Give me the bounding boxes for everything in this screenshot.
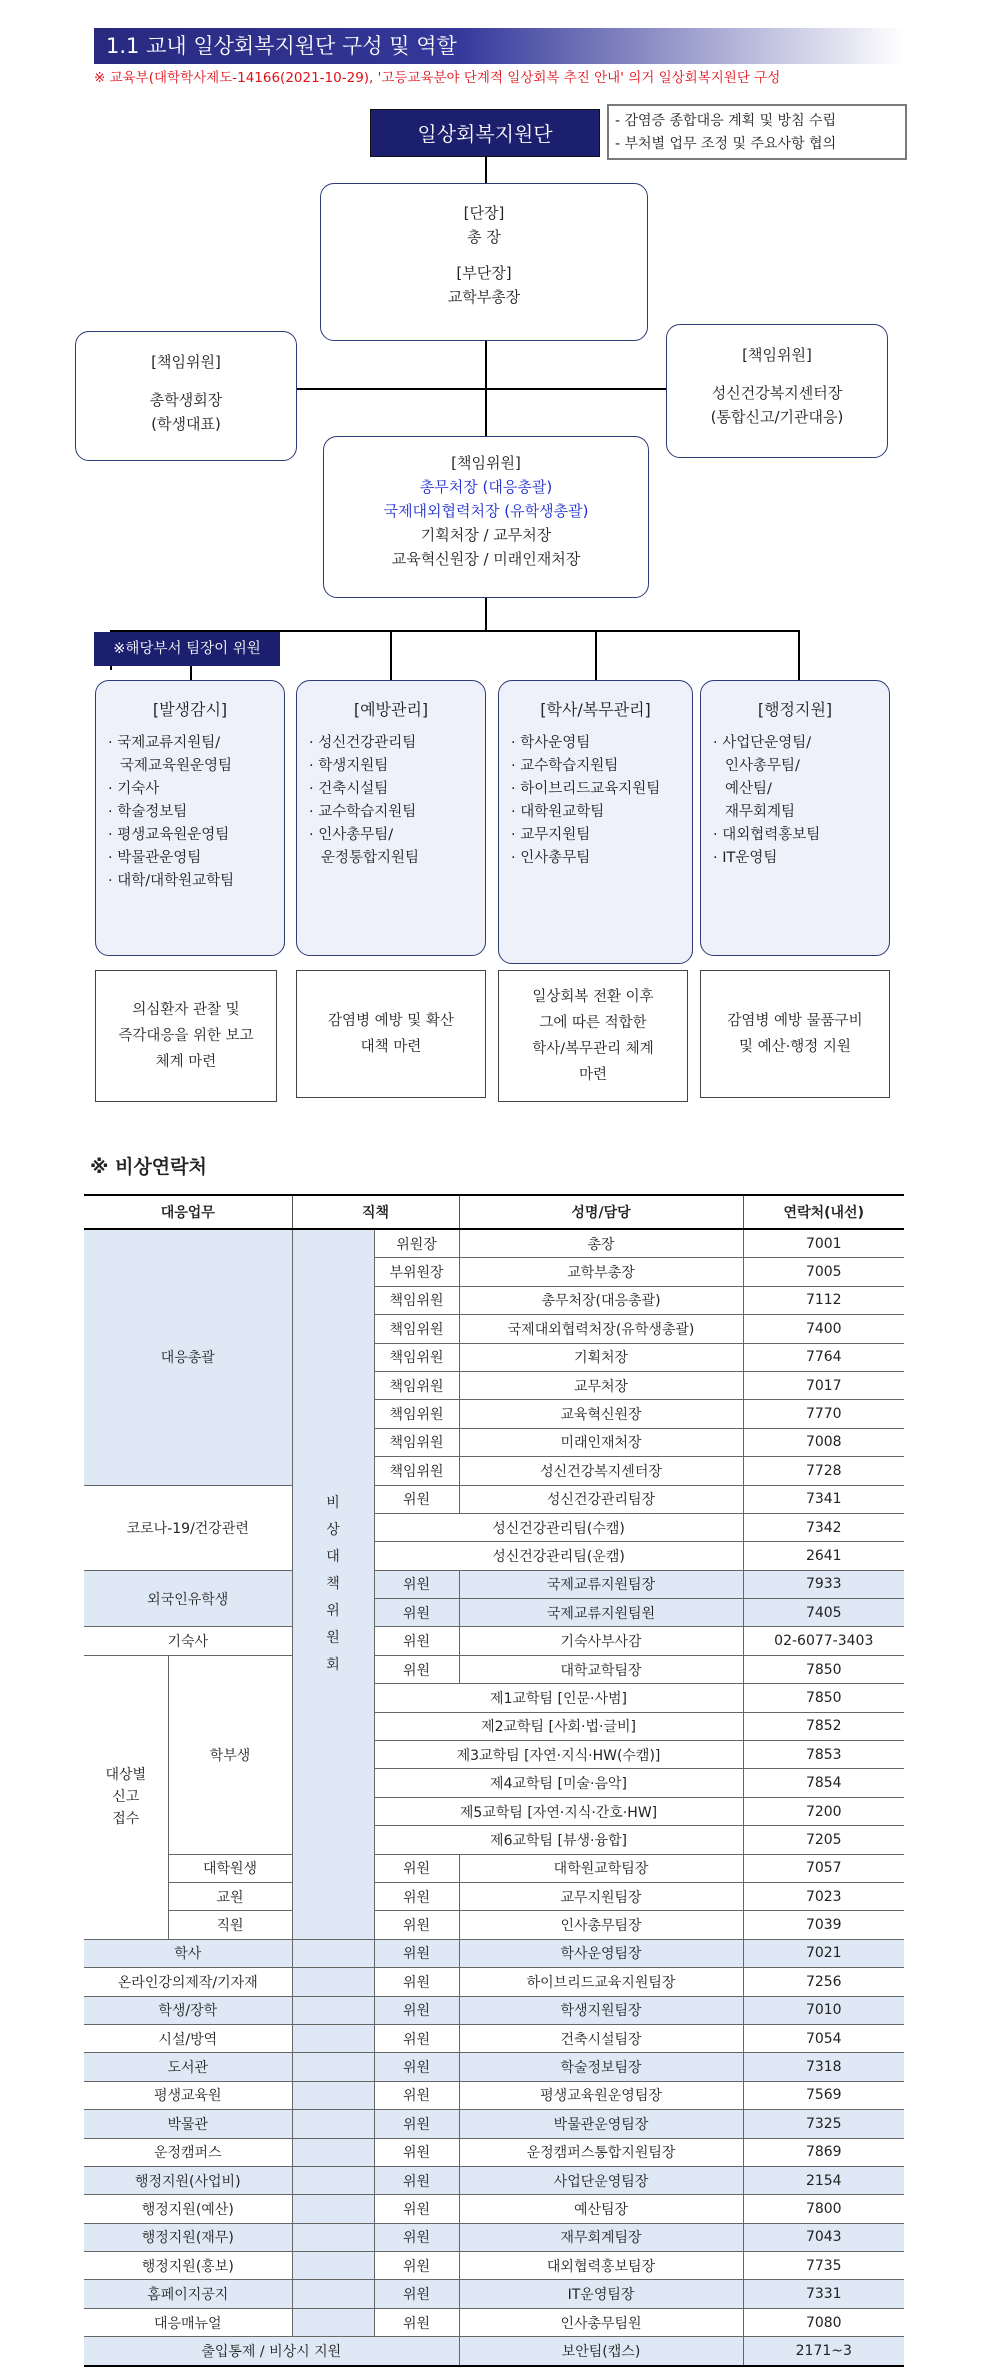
tel-cell: 7735 xyxy=(743,2252,904,2280)
role-cell: 위원 xyxy=(374,2252,459,2280)
name-cell: 대학원교학팀장 xyxy=(459,1854,743,1882)
subgroup-cell: 교원 xyxy=(168,1882,292,1910)
tel-cell: 2171~3 xyxy=(743,2337,904,2366)
name-cell: 인사총무팀장 xyxy=(459,1911,743,1939)
committee-cell xyxy=(292,1996,374,2024)
tel-cell: 7112 xyxy=(743,1286,904,1314)
dept-item: · IT운영팀 xyxy=(713,847,889,870)
name-cell: 예산팀장 xyxy=(459,2195,743,2223)
dept-box-academic xyxy=(498,680,693,964)
action-text: 의심환자 관찰 및 xyxy=(132,1002,240,1018)
name-cell: 제5교학팀 [자연·지식·간호·HW] xyxy=(374,1797,743,1825)
dept-item: 예산팀/ xyxy=(725,781,772,797)
role-cell: 책임위원 xyxy=(374,1343,459,1371)
group-cell: 대응총괄 xyxy=(84,1229,292,1485)
committee-cell xyxy=(292,2138,374,2166)
role-cell: 위원 xyxy=(374,1570,459,1598)
table-row xyxy=(84,1627,904,1655)
action-text: 대책 마련 xyxy=(360,1039,422,1055)
table-row xyxy=(84,2166,904,2194)
name-cell: 대외협력홍보팀장 xyxy=(459,2252,743,2280)
dept-item: · 사업단운영팀/ xyxy=(713,732,889,755)
tel-cell: 7021 xyxy=(743,1939,904,1967)
group-cell: 기숙사 xyxy=(84,1627,292,1655)
dept-item: · 학술정보팀 xyxy=(108,801,284,824)
name-cell: 국제교류지원팀장 xyxy=(459,1570,743,1598)
name-cell: 기획처장 xyxy=(459,1343,743,1371)
role-cell: 책임위원 xyxy=(374,1371,459,1399)
committee-cell xyxy=(292,2308,374,2336)
tel-cell: 7057 xyxy=(743,1854,904,1882)
role-cell: 부위원장 xyxy=(374,1258,459,1286)
col-header: 대응업무 xyxy=(84,1195,292,1229)
group-cell: 시설/방역 xyxy=(84,2024,292,2052)
tel-cell: 7853 xyxy=(743,1741,904,1769)
health-center-box xyxy=(666,324,888,458)
connector-line xyxy=(595,630,597,680)
tel-cell: 7331 xyxy=(743,2280,904,2308)
name-cell: 학생지원팀장 xyxy=(459,1996,743,2024)
dept-box-prevention xyxy=(296,680,486,956)
dept-item: · 국제교류지원팀/ xyxy=(108,732,284,755)
tel-cell: 7256 xyxy=(743,1968,904,1996)
dept-item: · 교수학습지원팀 xyxy=(511,755,692,778)
table-row xyxy=(84,1939,904,1967)
table-row xyxy=(84,2280,904,2308)
name-cell: 건축시설팀장 xyxy=(459,2024,743,2052)
role-cell: 위원 xyxy=(374,2138,459,2166)
table-header-row xyxy=(84,1195,904,1229)
role-cell: 책임위원 xyxy=(374,1428,459,1456)
name-cell: 제3교학팀 [자연·지식·HW(수캠)] xyxy=(374,1741,743,1769)
tel-cell: 7569 xyxy=(743,2081,904,2109)
name-cell: 성신건강관리팀(운캠) xyxy=(374,1542,743,1570)
dept-item: · 건축시설팀 xyxy=(309,778,485,801)
subgroup-cell: 직원 xyxy=(168,1911,292,1939)
committee-char: 대 xyxy=(326,1548,340,1565)
group-cell: 행정지원(사업비) xyxy=(84,2166,292,2194)
section-title: 1.1 교내 일상회복지원단 구성 및 역할 xyxy=(94,28,904,64)
group-line: 접수 xyxy=(112,1811,140,1828)
name-cell: 평생교육원운영팀장 xyxy=(459,2081,743,2109)
tel-cell: 7764 xyxy=(743,1343,904,1371)
name-cell: 성신건강관리팀(수캠) xyxy=(374,1513,743,1541)
member-desc: (학생대표) xyxy=(151,415,221,433)
role-cell: 위원 xyxy=(374,1599,459,1627)
dept-title: [예방관리] xyxy=(353,700,429,719)
tel-cell: 7001 xyxy=(743,1229,904,1258)
dept-item: · 교수학습지원팀 xyxy=(309,801,485,824)
student-rep-box xyxy=(75,331,297,461)
role-cell: 위원 xyxy=(374,1996,459,2024)
dept-item: · 기숙사 xyxy=(108,778,284,801)
connector-line xyxy=(798,630,800,680)
subgroup-cell: 학부생 xyxy=(168,1655,292,1854)
tel-cell: 7400 xyxy=(743,1315,904,1343)
dept-item: · 대외협력홍보팀 xyxy=(713,824,889,847)
member-name: 기획처장 / 교무처장 xyxy=(420,526,552,544)
member-name: 총학생회장 xyxy=(149,391,223,409)
tel-cell: 7869 xyxy=(743,2138,904,2166)
col-header: 연락처(내선) xyxy=(743,1195,904,1229)
committee-char: 상 xyxy=(326,1521,340,1538)
role-cell: 책임위원 xyxy=(374,1315,459,1343)
role-label: [단장] xyxy=(463,204,505,222)
role-cell: 위원 xyxy=(374,1939,459,1967)
action-box-admin xyxy=(700,970,890,1098)
leader-box xyxy=(320,183,648,341)
name-cell: 국제대외협력처장(유학생총괄) xyxy=(459,1315,743,1343)
role-cell: 위원 xyxy=(374,2053,459,2081)
role-cell: 위원 xyxy=(374,2024,459,2052)
table-row xyxy=(84,2337,904,2366)
table-row xyxy=(84,2053,904,2081)
committee-char: 회 xyxy=(326,1656,340,1673)
dept-item: · 대학/대학원교학팀 xyxy=(108,870,284,893)
table-row xyxy=(84,2110,904,2138)
tel-cell: 02-6077-3403 xyxy=(743,1627,904,1655)
role-cell: 책임위원 xyxy=(374,1400,459,1428)
action-text: 감염병 예방 및 확산 xyxy=(328,1013,454,1029)
committee-char: 위 xyxy=(326,1602,340,1619)
name-cell: 운정캠퍼스통합지원팀장 xyxy=(459,2138,743,2166)
connector-line xyxy=(390,630,392,680)
action-text: 및 예산·행정 지원 xyxy=(739,1039,851,1055)
table-row xyxy=(84,1882,904,1910)
tel-cell: 7023 xyxy=(743,1882,904,1910)
group-cell: 박물관 xyxy=(84,2110,292,2138)
subgroup-cell: 대학원생 xyxy=(168,1854,292,1882)
table-row xyxy=(84,2081,904,2109)
role-cell: 위원 xyxy=(374,1854,459,1882)
table-row xyxy=(84,1570,904,1598)
tel-cell: 7325 xyxy=(743,2110,904,2138)
action-text: 즉각대응을 위한 보고 xyxy=(118,1028,254,1044)
table-row xyxy=(84,2138,904,2166)
action-text: 감염병 예방 물품구비 xyxy=(727,1013,863,1029)
name-cell: 교무지원팀장 xyxy=(459,1882,743,1910)
name-cell: 보안팀(캡스) xyxy=(459,2337,743,2366)
tel-cell: 7008 xyxy=(743,1428,904,1456)
role-label: [책임위원] xyxy=(451,454,521,472)
role-label: [부단장] xyxy=(456,264,512,282)
name-cell: 총무처장(대응총괄) xyxy=(459,1286,743,1314)
support-group-duties xyxy=(607,104,907,160)
member-name: 교육혁신원장 / 미래인재처장 xyxy=(391,550,581,568)
action-box-academic xyxy=(498,970,688,1102)
tel-cell: 7728 xyxy=(743,1457,904,1485)
tel-cell: 2641 xyxy=(743,1542,904,1570)
table-row xyxy=(84,2223,904,2251)
dept-item: 인사총무팀/ xyxy=(725,758,800,774)
role-cell: 위원 xyxy=(374,1882,459,1910)
committee-cell xyxy=(292,2081,374,2109)
connector-line xyxy=(485,157,487,185)
role-cell: 책임위원 xyxy=(374,1457,459,1485)
name-cell: 교육혁신원장 xyxy=(459,1400,743,1428)
role-cell: 위원 xyxy=(374,1627,459,1655)
role-cell: 위원 xyxy=(374,2195,459,2223)
role-cell: 위원 xyxy=(374,2308,459,2336)
leader-name: 총 장 xyxy=(467,228,501,246)
dept-item: · 성신건강관리팀 xyxy=(309,732,485,755)
name-cell: IT운영팀장 xyxy=(459,2280,743,2308)
group-cell: 온라인강의제작/기자재 xyxy=(84,1968,292,1996)
tel-cell: 7005 xyxy=(743,1258,904,1286)
tel-cell: 7850 xyxy=(743,1684,904,1712)
group-line: 신고 xyxy=(112,1789,140,1806)
name-cell: 교무처장 xyxy=(459,1371,743,1399)
table-row xyxy=(84,1485,904,1513)
dept-item: · 평생교육원운영팀 xyxy=(108,824,284,847)
dept-item: · 박물관운영팀 xyxy=(108,847,284,870)
group-cell xyxy=(84,1655,168,1939)
connector-line xyxy=(296,388,666,390)
table-row xyxy=(84,1968,904,1996)
member-name: 국제대외협력처장 (유학생총괄) xyxy=(383,502,589,520)
role-label: [책임위원] xyxy=(742,346,812,364)
col-header: 성명/담당 xyxy=(459,1195,743,1229)
table-row xyxy=(84,1229,904,1258)
support-group-title: 일상회복지원단 xyxy=(370,109,600,157)
table-row xyxy=(84,1911,904,1939)
tel-cell: 7933 xyxy=(743,1570,904,1598)
name-cell: 총장 xyxy=(459,1229,743,1258)
dept-item: · 인사총무팀 xyxy=(511,847,692,870)
table-row xyxy=(84,1854,904,1882)
committee-cell xyxy=(292,2024,374,2052)
action-text: 그에 따른 적합한 xyxy=(539,1015,647,1031)
role-label: [책임위원] xyxy=(151,353,221,371)
table-row xyxy=(84,2308,904,2336)
action-text: 일상회복 전환 이후 xyxy=(532,989,654,1005)
dept-leader-note: ※해당부서 팀장이 위원 xyxy=(94,632,280,666)
action-box-surveillance xyxy=(95,970,277,1102)
name-cell: 인사총무팀원 xyxy=(459,2308,743,2336)
role-cell: 위원 xyxy=(374,2166,459,2194)
dept-item: · 학사운영팀 xyxy=(511,732,692,755)
name-cell: 제1교학팀 [인문·사범] xyxy=(374,1684,743,1712)
group-cell: 도서관 xyxy=(84,2053,292,2081)
name-cell: 국제교류지원팀원 xyxy=(459,1599,743,1627)
group-line: 대상별 xyxy=(105,1767,147,1784)
duty-item: - 감염증 종합대응 계획 및 방침 수립 xyxy=(615,113,837,129)
name-cell: 박물관운영팀장 xyxy=(459,2110,743,2138)
group-cell: 홈페이지공지 xyxy=(84,2280,292,2308)
name-cell: 미래인재처장 xyxy=(459,1428,743,1456)
role-cell: 위원 xyxy=(374,1911,459,1939)
member-name: 성신건강복지센터장 xyxy=(711,384,843,402)
tel-cell: 7043 xyxy=(743,2223,904,2251)
group-cell: 출입통제 / 비상시 지원 xyxy=(84,2337,459,2366)
dept-item: · 하이브리드교육지원팀 xyxy=(511,778,692,801)
committee-char: 원 xyxy=(326,1629,340,1646)
group-cell: 대응매뉴얼 xyxy=(84,2308,292,2336)
dept-item: · 학생지원팀 xyxy=(309,755,485,778)
tel-cell: 7080 xyxy=(743,2308,904,2336)
committee-cell xyxy=(292,1229,374,1939)
dept-item: 국제교육원운영팀 xyxy=(120,758,233,774)
dept-item: · 교무지원팀 xyxy=(511,824,692,847)
role-cell: 위원 xyxy=(374,2081,459,2109)
action-text: 마련 xyxy=(578,1067,607,1083)
committee-cell xyxy=(292,2166,374,2194)
tel-cell: 7200 xyxy=(743,1797,904,1825)
contacts-table xyxy=(84,1194,904,2367)
committee-cell xyxy=(292,2223,374,2251)
action-box-prevention xyxy=(296,970,486,1098)
group-cell: 행정지원(재무) xyxy=(84,2223,292,2251)
committee-cell xyxy=(292,2280,374,2308)
group-cell: 외국인유학생 xyxy=(84,1570,292,1627)
table-row xyxy=(84,2195,904,2223)
legal-basis-note: ※ 교육부(대학학사제도-14166(2021-10-29), '고등교육분야 단계적 일상회복 추진 안내' 의거 일상회복지원단 구성 xyxy=(94,70,781,86)
table-row xyxy=(84,1655,904,1683)
action-text: 학사/복무관리 체계 xyxy=(532,1041,654,1057)
tel-cell: 7010 xyxy=(743,1996,904,2024)
tel-cell: 7039 xyxy=(743,1911,904,1939)
role-cell: 위원 xyxy=(374,1968,459,1996)
name-cell: 하이브리드교육지원팀장 xyxy=(459,1968,743,1996)
dept-item: 재무회계팀 xyxy=(725,804,796,820)
name-cell: 사업단운영팀장 xyxy=(459,2166,743,2194)
tel-cell: 7054 xyxy=(743,2024,904,2052)
name-cell: 학술정보팀장 xyxy=(459,2053,743,2081)
name-cell: 제6교학팀 [뷰생·융합] xyxy=(374,1826,743,1854)
tel-cell: 7342 xyxy=(743,1513,904,1541)
role-cell: 위원장 xyxy=(374,1229,459,1258)
table-row xyxy=(84,1996,904,2024)
role-cell: 위원 xyxy=(374,1485,459,1513)
dept-box-admin xyxy=(700,680,890,956)
name-cell: 성신건강관리팀장 xyxy=(459,1485,743,1513)
duty-item: - 부처별 업무 조정 및 주요사항 협의 xyxy=(615,136,837,152)
group-cell: 평생교육원 xyxy=(84,2081,292,2109)
tel-cell: 7850 xyxy=(743,1655,904,1683)
tel-cell: 7852 xyxy=(743,1712,904,1740)
connector-line xyxy=(190,666,192,680)
group-cell: 운정캠퍼스 xyxy=(84,2138,292,2166)
vice-leader-name: 교학부총장 xyxy=(447,288,521,306)
tel-cell: 7854 xyxy=(743,1769,904,1797)
table-row xyxy=(84,2252,904,2280)
committee-cell xyxy=(292,2110,374,2138)
tel-cell: 7205 xyxy=(743,1826,904,1854)
tel-cell: 7800 xyxy=(743,2195,904,2223)
group-cell: 학생/장학 xyxy=(84,1996,292,2024)
member-name: 총무처장 (대응총괄) xyxy=(419,478,553,496)
member-desc: (통합신고/기관대응) xyxy=(710,408,844,426)
col-header: 직책 xyxy=(292,1195,459,1229)
dept-box-surveillance xyxy=(95,680,285,956)
name-cell: 교학부총장 xyxy=(459,1258,743,1286)
group-cell: 행정지원(예산) xyxy=(84,2195,292,2223)
core-members-box xyxy=(323,436,649,598)
name-cell: 학사운영팀장 xyxy=(459,1939,743,1967)
dept-item: · 대학원교학팀 xyxy=(511,801,692,824)
group-cell: 코로나-19/건강관련 xyxy=(84,1485,292,1570)
tel-cell: 7341 xyxy=(743,1485,904,1513)
name-cell: 기숙사부사감 xyxy=(459,1627,743,1655)
committee-cell xyxy=(292,2252,374,2280)
connector-line xyxy=(485,596,487,632)
role-cell: 위원 xyxy=(374,1655,459,1683)
dept-title: [학사/복무관리] xyxy=(540,700,651,719)
committee-cell xyxy=(292,1968,374,1996)
table-row xyxy=(84,2024,904,2052)
committee-char: 책 xyxy=(326,1575,340,1592)
committee-cell xyxy=(292,1939,374,1967)
name-cell: 제4교학팀 [미술·음악] xyxy=(374,1769,743,1797)
action-text: 체계 마련 xyxy=(155,1054,217,1070)
tel-cell: 7770 xyxy=(743,1400,904,1428)
committee-cell xyxy=(292,2053,374,2081)
role-cell: 위원 xyxy=(374,2280,459,2308)
group-cell: 행정지원(홍보) xyxy=(84,2252,292,2280)
tel-cell: 2154 xyxy=(743,2166,904,2194)
simple-rows xyxy=(84,1939,904,2336)
tel-cell: 7318 xyxy=(743,2053,904,2081)
name-cell: 성신건강복지센터장 xyxy=(459,1457,743,1485)
role-cell: 책임위원 xyxy=(374,1286,459,1314)
name-cell: 대학교학팀장 xyxy=(459,1655,743,1683)
dept-title: [발생감시] xyxy=(152,700,228,719)
dept-title: [행정지원] xyxy=(757,700,833,719)
dept-item: · 인사총무팀/ xyxy=(309,824,485,847)
role-cell: 위원 xyxy=(374,2223,459,2251)
name-cell: 재무회계팀장 xyxy=(459,2223,743,2251)
tel-cell: 7405 xyxy=(743,1599,904,1627)
name-cell: 제2교학팀 [사회·법·글비] xyxy=(374,1712,743,1740)
group-cell: 학사 xyxy=(84,1939,292,1967)
role-cell: 위원 xyxy=(374,2110,459,2138)
committee-char: 비 xyxy=(326,1494,340,1511)
tel-cell: 7017 xyxy=(743,1371,904,1399)
contacts-title: ※ 비상연락처 xyxy=(90,1156,207,1178)
dept-item: 운정통합지원팀 xyxy=(321,850,420,866)
committee-cell xyxy=(292,2195,374,2223)
